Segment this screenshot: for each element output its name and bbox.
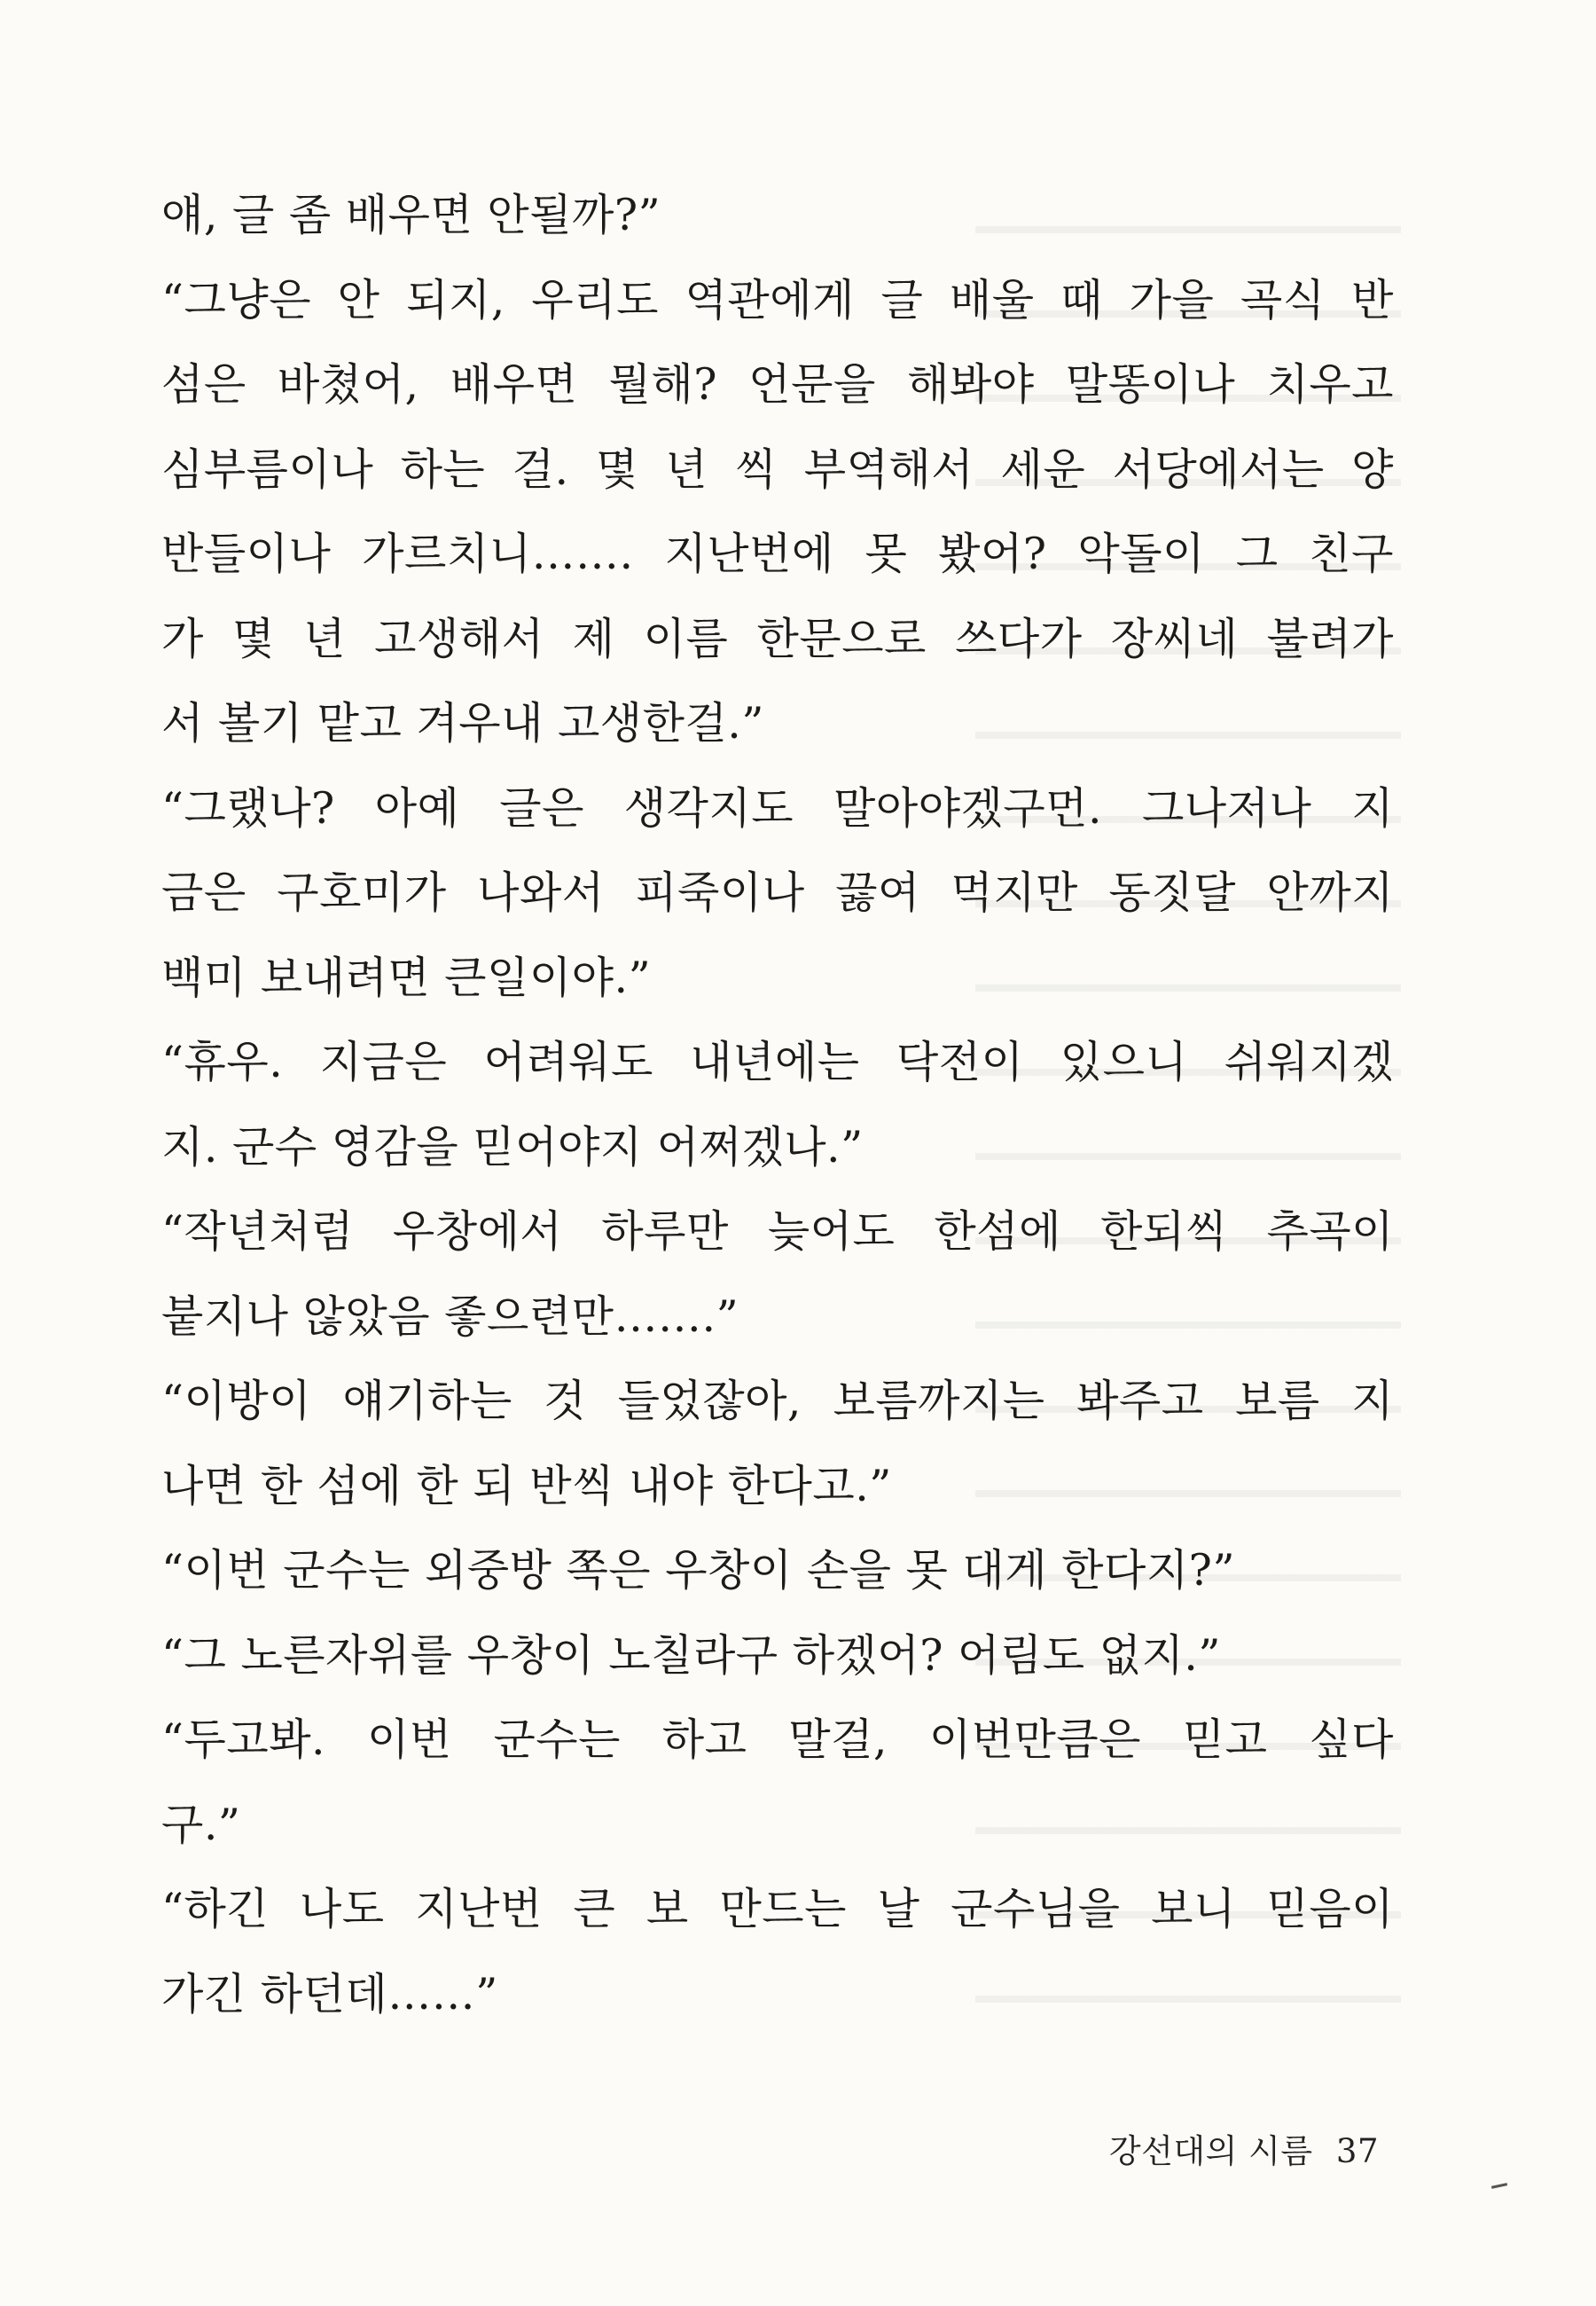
text-line: 붙지나 않았음 좋으련만…….” xyxy=(161,1290,739,1342)
text-line: 섬은 바쳤어, 배우면 뭘해? 언문을 해봐야 말똥이나 치우고 xyxy=(161,359,1394,410)
text-line: 서 볼기 맡고 겨우내 고생한걸.” xyxy=(161,698,764,749)
text-line: “작년처럼 우창에서 하루만 늦어도 한섬에 한되씩 추곡이 xyxy=(161,1206,1394,1257)
page-number: 37 xyxy=(1335,2132,1379,2170)
text-line: 지. 군수 영감을 믿어야지 어쩌겠나.” xyxy=(161,1121,864,1173)
text-line: “두고봐. 이번 군수는 하고 말걸, 이번만큼은 믿고 싶다 xyxy=(161,1714,1394,1765)
text-line: 구.” xyxy=(161,1799,241,1850)
text-line: “이번 군수는 외중방 쪽은 우창이 손을 못 대게 한다지?” xyxy=(161,1545,1235,1596)
text-line: “하긴 나도 지난번 큰 보 만드는 날 군수님을 보니 믿음이 xyxy=(161,1884,1394,1934)
text-line: 가 몇 년 고생해서 제 이름 한문으로 쓰다가 장씨네 불려가 xyxy=(161,613,1394,664)
text-line: “휴우. 지금은 어려워도 내년에는 닥전이 있으니 쉬워지겠 xyxy=(161,1037,1394,1087)
text-line: 얘, 글 좀 배우면 안될까?” xyxy=(161,190,661,240)
running-title: 강선대의 시름 xyxy=(1108,2132,1313,2170)
body-text xyxy=(161,173,1394,2036)
text-line: “그 노른자위를 우창이 노칠라구 하겠어? 어림도 없지.” xyxy=(161,1629,1221,1681)
text-line: 반들이나 가르치니……. 지난번에 못 봤어? 악돌이 그 친구 xyxy=(161,529,1394,579)
scan-mark xyxy=(1491,2183,1507,2189)
text-line: “그냥은 안 되지, 우리도 역관에게 글 배울 때 가을 곡식 반 xyxy=(161,274,1394,326)
text-line: 심부름이나 하는 걸. 몇 년 씩 부역해서 세운 서당에서는 양 xyxy=(161,443,1394,495)
text-line: “그랬나? 아예 글은 생각지도 말아야겠구먼. 그나저나 지 xyxy=(161,782,1394,834)
text-line: 나면 한 섬에 한 되 반씩 내야 한다고.” xyxy=(161,1460,892,1511)
text-line: 백미 보내려면 큰일이야.” xyxy=(161,952,652,1003)
text-line: “이방이 얘기하는 것 들었잖아, 보름까지는 봐주고 보름 지 xyxy=(161,1376,1394,1426)
text-line: 가긴 하던데……” xyxy=(161,1968,498,2020)
running-footer xyxy=(1109,2124,1379,2172)
text-line: 금은 구호미가 나와서 피죽이나 끓여 먹지만 동짓달 안까지 xyxy=(161,867,1394,918)
